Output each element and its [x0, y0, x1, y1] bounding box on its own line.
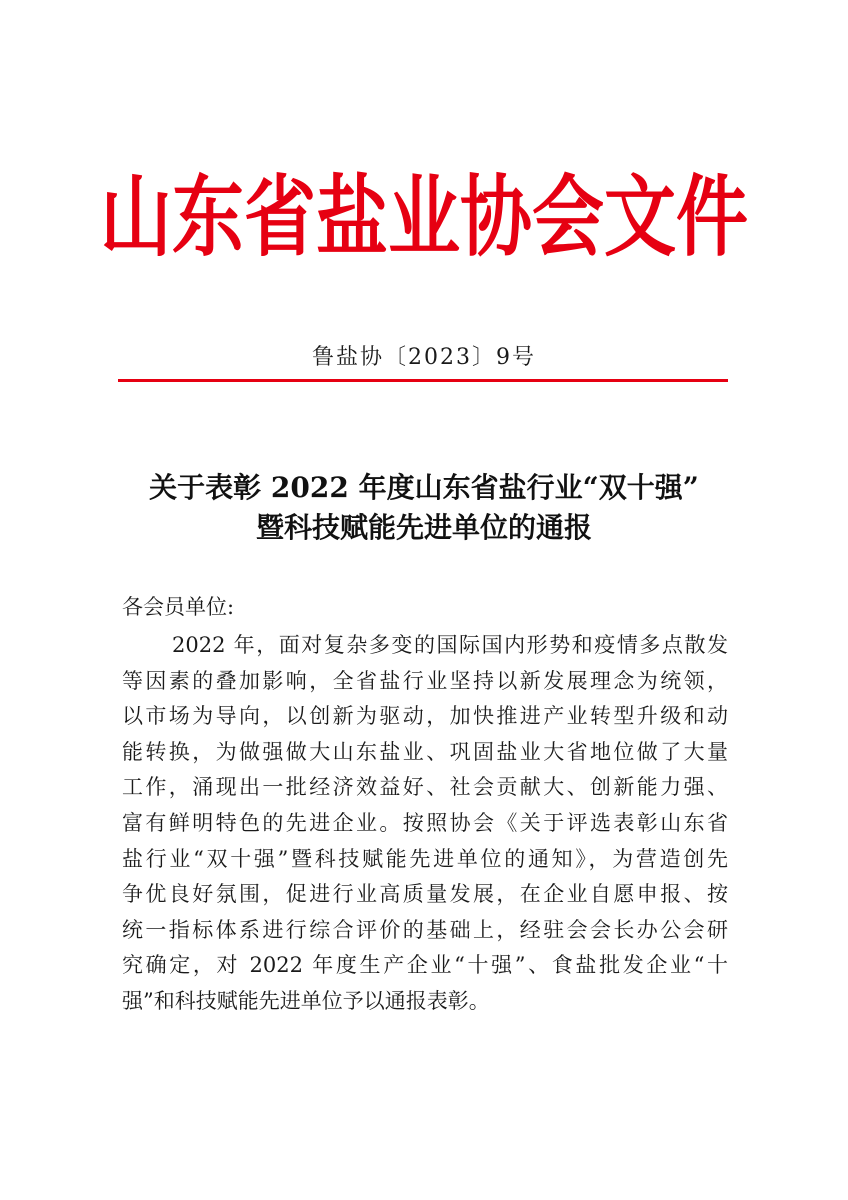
body-line: 工作，涌现出一批经济效益好、社会贡献大、创新能力强、 [122, 775, 728, 800]
body-line: 以市场为导向，以创新为驱动，加快推进产业转型升级和动 [122, 704, 728, 729]
red-separator-rule [118, 379, 728, 382]
notice-title-line-2: 暨科技赋能先进单位的通报 [255, 511, 592, 544]
notice-title-line-1: 关于表彰 2022 年度山东省盐行业“双十强” [149, 471, 699, 504]
body-line: 富有鲜明特色的先进企业。按照协会《关于评选表彰山东省 [122, 810, 728, 835]
notice-title [100, 468, 748, 548]
body-line: 统一指标体系进行综合评价的基础上，经驻会会长办公会研 [122, 917, 728, 942]
body-line: 盐行业“双十强”暨科技赋能先进单位的通知》，为营造创先 [122, 846, 728, 871]
document-number: 鲁盐协〔2023〕9号 [312, 345, 536, 370]
body-line: 强”和科技赋能先进单位予以通报表彰。 [122, 988, 490, 1013]
masthead-title: 山东省盐业协会文件 [100, 165, 749, 269]
body-line: 等因素的叠加影响，全省盐行业坚持以新发展理念为统领， [122, 668, 728, 693]
body-line: 究确定，对 2022 年度生产企业“十强”、食盐批发企业“十 [122, 953, 728, 978]
body-line: 2022 年，面对复杂多变的国际国内形势和疫情多点散发 [172, 633, 728, 657]
body-line: 争优良好氛围，促进行业高质量发展，在企业自愿申报、按 [122, 882, 728, 907]
body-paragraph [122, 628, 728, 1020]
body-line: 能转换，为做强做大山东盐业、巩固盐业大省地位做了大量 [122, 739, 728, 764]
salutation: 各会员单位: [122, 595, 235, 619]
